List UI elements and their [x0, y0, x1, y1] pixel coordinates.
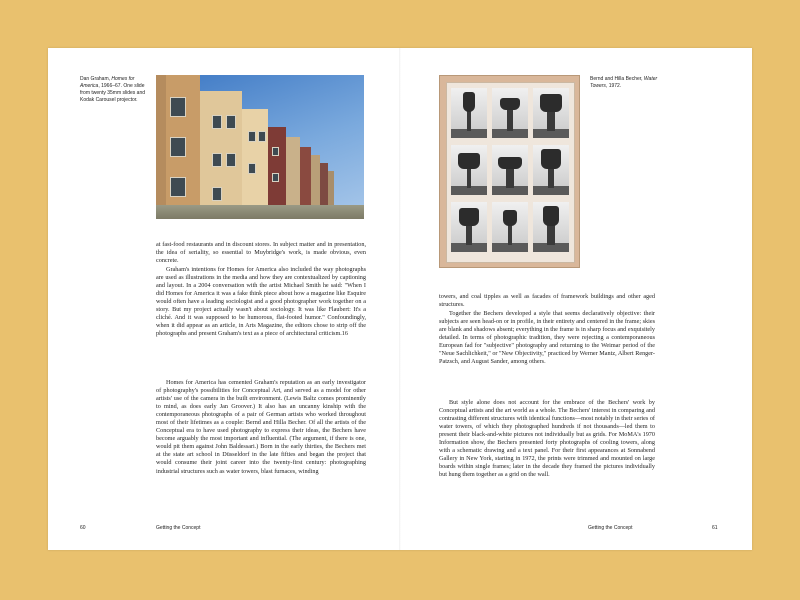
- running-head-left: Getting the Concept: [156, 525, 201, 531]
- photo-water-towers: [439, 75, 580, 268]
- left-paragraph-3: Homes for America has cemented Graham's reputation as an early investigator of photography's possibilities for Conceptual Art, and served as a model for other artists' use of the camera in the built environment. (Lewis Baltz comes prominently to mind, as does early Jan Groover.) It also has an uncanny kinship with the contemporaneous photographs of a pair of German artists who worked throughout most of their lifetimes as a couple: Bernd and Hilla Becher. Of all the artists of the Conceptual era to have used photography to express their ideas, the Bechers have become arguably the most important and influential. (The argument, if there is one, would pit them against John Baldessari.) Born in the early thirties, the Bechers met at the state art school in Düsseldorf in the late fifties and began the project that would consume their joint career into the twenty-first century: photographing industrial structures such as water towers, blast furnaces, winding: [156, 379, 366, 475]
- water-towers-mat: [446, 82, 575, 263]
- left-paragraph-2: Graham's intentions for Homes for America also included the way photographs are used as illustrations in the media and how they are contextualized by captioning and layout. In a 2004 conversation with the artist Michael Smith he said: "When I did Homes for America it was a fake think piece about how a magazine like Esquire would often have a leading sociologist and a good photographer work together on a story. But my project actually wasn't about sociology. It was like Flaubert: It's a cliché. And it was supposed to be humorous, flat-footed humor." Confoundingly, when it did appear as an article, in Arts Magazine, the editors chose to strip off the photographs and present Graham's text as a piece of architectural criticism.16: [156, 266, 366, 338]
- left-paragraph-1: at fast-food restaurants and in discount stores. In subject matter and in presentation, the idea of seriality, so essential to Muybridge's work, is made obvious, even concrete.: [156, 241, 366, 265]
- photo-homes-for-america: [156, 75, 364, 219]
- right-paragraph-2: Together the Bechers developed a style that seems declaratively objective: their subjects are seen head-on or in profile, in their entirety and centered in the frame; skies are blank and shadows absent; everything in the frame is in sharp focus and exquisitely detailed. In terms of photographic tradition, they were rejecting a contemporaneous European fad for "subjective" photography and returning to the Weimar period of the "Neue Sachlichkeit," or "New Objectivity," practiced by Werner Mantz, Albert Renger-Patzsch, and August Sander, among others.: [439, 310, 655, 366]
- folio-left-number: 60: [80, 525, 86, 531]
- caption-homes-for-america: Dan Graham, Homes for America, 1966–67. One slide from twenty 35mm slides and Kodak Carousel projector.: [80, 76, 146, 103]
- gutter-shadow: [399, 48, 401, 550]
- right-paragraph-3: But style alone does not account for the embrace of the Bechers' work by Conceptual artists and the art world as a whole. The Bechers' interest in comparing and contrasting different structures with identical functions—most notably in their series of water towers, of which they photographed hundreds if not thousands—led them to present their black-and-white pictures not individually but as grids. For MoMA's 1970 Information show, the Bechers presented forty photographs of cooling towers, along with a schematic drawing and a text panel. For their first appearances at Sonnabend Gallery in New York, starting in 1972, the prints were trimmed and mounted on large boards within single frames; later in the decade they framed the pictures individually but hung them together as a grid on the wall.: [439, 399, 655, 479]
- folio-right-number: 61: [712, 525, 718, 531]
- caption-water-towers: Bernd and Hilla Becher, Water Towers, 1972.: [590, 76, 658, 89]
- book-spread: [48, 48, 752, 550]
- right-paragraph-1: towers, and coal tipples as well as facades of framework buildings and other aged structures.: [439, 293, 655, 309]
- running-head-right: Getting the Concept: [588, 525, 633, 531]
